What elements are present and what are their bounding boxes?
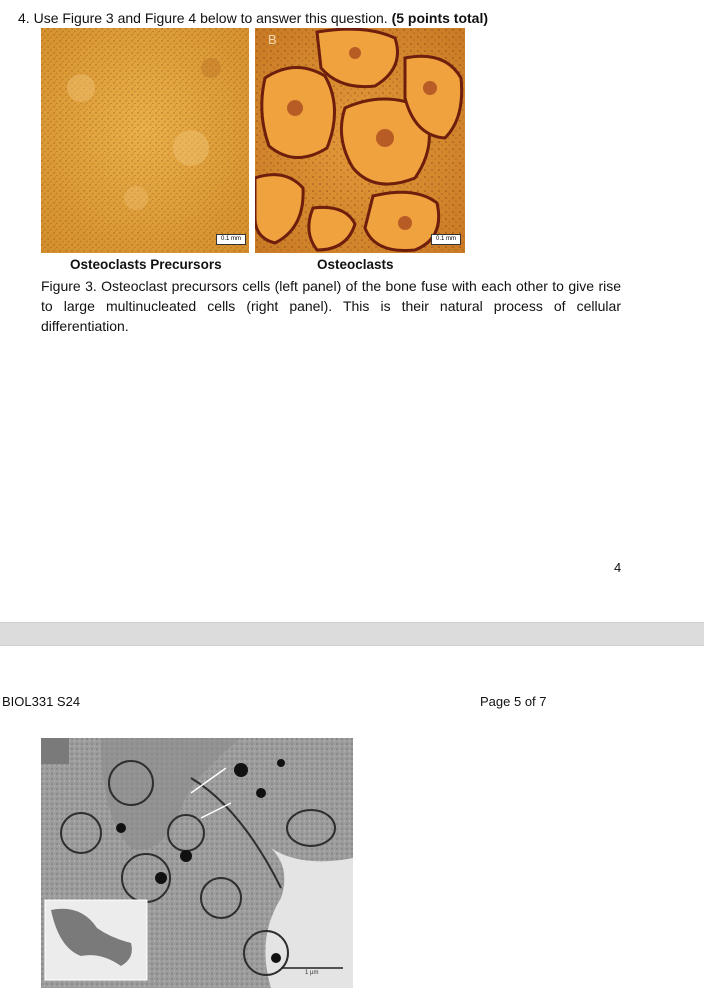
question-number: 4.: [18, 10, 30, 26]
osteoclasts-micrograph: [255, 28, 465, 253]
em-image: [41, 738, 353, 988]
panel-letter-b: B: [268, 32, 277, 47]
figure3-caption: Figure 3. Osteoclast precursors cells (left panel) of the bone fuse with each other to give rise to large multinucleated cells (right panel). This is their natural process of cellular differentiation.: [41, 278, 621, 334]
figure3-right-panel: [255, 28, 465, 253]
precursors-micrograph: [41, 28, 249, 253]
question-prompt: [18, 10, 488, 26]
label-osteoclast-precursors: Osteoclasts Precursors: [70, 257, 222, 272]
em-scale-label: 1 µm: [305, 970, 319, 976]
figure3-left-panel: [41, 28, 249, 253]
course-header: BIOL331 S24: [2, 694, 81, 709]
question-text: Use Figure 3 and Figure 4 below to answer this question.: [33, 10, 388, 26]
page-separator: [0, 622, 704, 646]
scale-bar-right: 0.1 mm: [431, 234, 461, 245]
figure4-electron-micrograph: [41, 738, 353, 988]
label-osteoclasts: Osteoclasts: [317, 257, 394, 272]
page-number: 4: [614, 560, 622, 575]
question-points: (5 points total): [391, 10, 488, 26]
page-counter: Page 5 of 7: [480, 694, 547, 709]
scale-bar-left: 0.1 mm: [216, 234, 246, 245]
